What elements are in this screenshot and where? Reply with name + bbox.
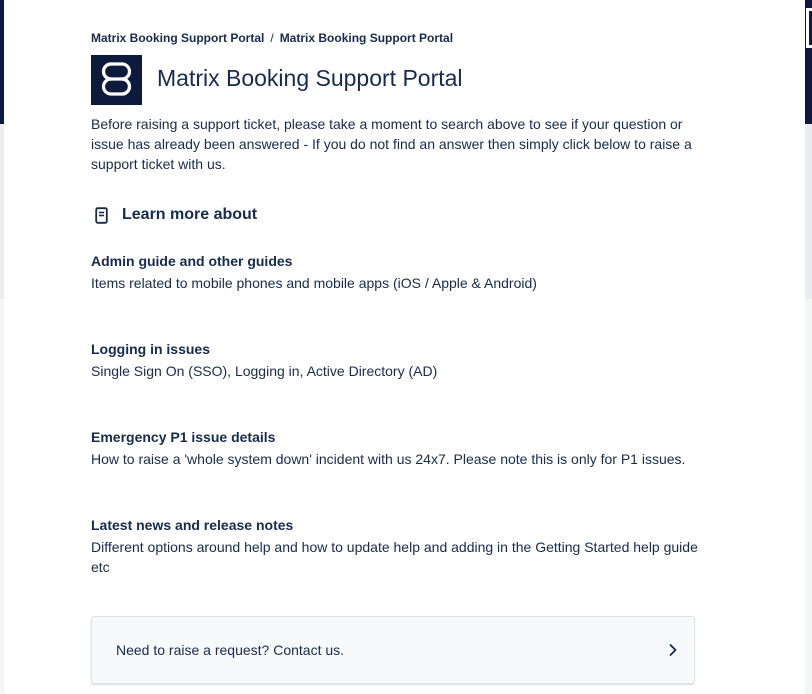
topic-title[interactable]: Emergency P1 issue details	[91, 429, 276, 445]
learn-more-heading	[95, 206, 257, 224]
raise-request-button[interactable]	[91, 616, 695, 684]
topic-admin-guide	[91, 251, 701, 293]
topic-title[interactable]: Admin guide and other guides	[91, 253, 293, 269]
topic-title[interactable]: Logging in issues	[91, 341, 211, 357]
topic-latest-news	[91, 515, 701, 577]
topic-logging-in	[91, 339, 701, 381]
topic-description: Different options around help and how to update help and adding in the Getting Started help guide etc	[91, 539, 698, 575]
breadcrumb-item-help-center[interactable]: Matrix Booking Support Portal	[91, 31, 265, 45]
topic-description: Items related to mobile phones and mobile apps (iOS / Apple & Android)	[91, 275, 537, 291]
chevron-right-icon	[668, 643, 678, 657]
topic-title[interactable]: Latest news and release notes	[91, 517, 294, 533]
header-edge-logo-fragment	[806, 8, 812, 48]
raise-request-label: Need to raise a request? Contact us.	[116, 642, 345, 658]
learn-more-title: Learn more about	[122, 206, 258, 223]
book-icon	[95, 207, 108, 224]
topic-description: Single Sign On (SSO), Logging in, Active Directory (AD)	[91, 363, 438, 379]
breadcrumb	[91, 31, 453, 45]
matrix-logo-icon	[91, 55, 142, 105]
breadcrumb-item-portal[interactable]: Matrix Booking Support Portal	[279, 31, 454, 45]
breadcrumb-separator: /	[270, 31, 274, 45]
portal-card	[4, 0, 805, 694]
topic-emergency-p1	[91, 427, 701, 469]
page-title: Matrix Booking Support Portal	[157, 65, 463, 91]
portal-description: Before raising a support ticket, please take a moment to search above to see if your question or issue has already been answered - If you do not find an answer then simply click below to raise a support ticket with us.	[91, 116, 692, 172]
topic-description: How to raise a 'whole system down' incident with us 24x7. Please note this is only for P1 issues.	[91, 451, 686, 467]
portal-logo	[91, 55, 142, 105]
